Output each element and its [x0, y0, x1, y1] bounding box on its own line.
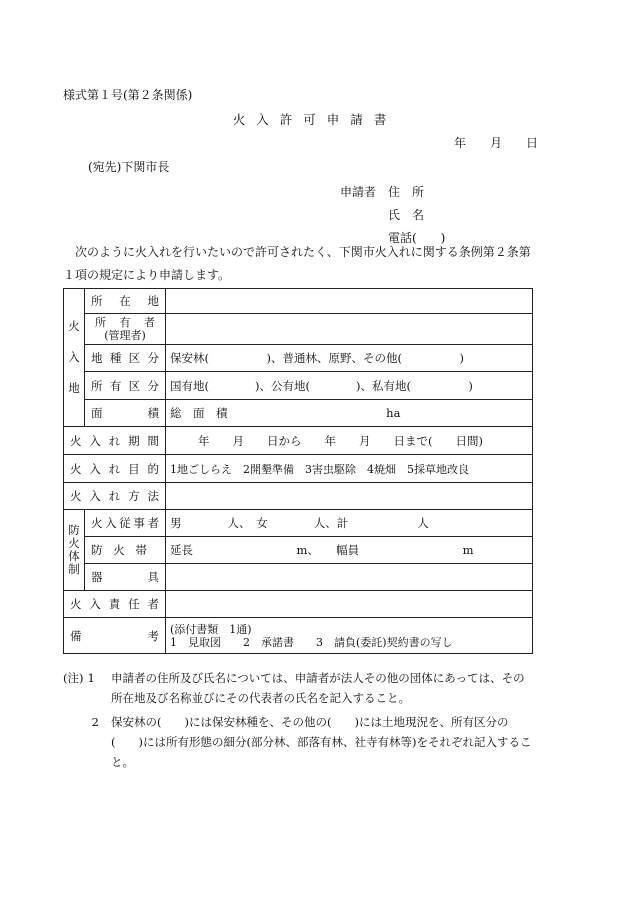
- area-label: 面積: [85, 400, 166, 427]
- remarks-field: (添付書類 1通) 1 見取図 2 承諾書 3 請負(委託)契約書の写し: [166, 618, 533, 654]
- area-field[interactable]: 総 面 積 ha: [166, 400, 533, 427]
- category-label: 地種区分: [85, 345, 166, 372]
- note-1-text: 申請者の住所及び氏名については、申請者が法人その他の団体にあっては、その所在地及び名称並びにその代表者の氏名を記入すること。: [111, 671, 525, 705]
- responsible-label: 火入責任者: [64, 591, 166, 618]
- applicant-label: 申請者: [340, 185, 377, 199]
- note-mark: (注) 1: [63, 671, 95, 685]
- fire-group-label: 防 火 体 制: [64, 510, 85, 591]
- firebreak-label: 防火帯: [85, 537, 166, 564]
- ownership-label: 所有区分: [85, 372, 166, 400]
- intro-text: 次のように火入れを行いたいので許可されたく、下関市火入れに関する条例第２条第１項の規定により申請します。: [63, 245, 531, 282]
- method-field[interactable]: [166, 483, 533, 510]
- note-2-num: 2: [91, 715, 99, 729]
- date-line: 年 月 日: [453, 136, 538, 150]
- remarks-label: 備考: [64, 618, 166, 654]
- note-2-text: 保安林の( )には保安林種を、その他の( )には土地現況を、所有区分の( )には所有形態の細分(部分林、部落有林、社寺有林等)をそれぞれ記入すること。: [111, 715, 532, 769]
- applicant-address-label: 住 所: [388, 185, 425, 199]
- period-field[interactable]: 年 月 日から 年 月 日まで( 日間): [166, 427, 533, 455]
- applicant-name-label: 氏 名: [388, 208, 425, 222]
- method-label: 火入れ方法: [64, 483, 166, 510]
- purpose-label: 火入れ目的: [64, 455, 166, 483]
- applicant-phone-label: 電話( ): [388, 231, 446, 245]
- document-title: 火入許可申請書: [232, 112, 398, 127]
- ownership-field[interactable]: 国有地( )、公有地( )、私有地( ): [166, 372, 533, 400]
- period-label: 火入れ期間: [64, 427, 166, 455]
- owner-label: 所有者 (管理者): [85, 314, 166, 345]
- addressee: (宛先)下関市長: [88, 160, 170, 174]
- notes: [63, 668, 533, 776]
- owner-field[interactable]: [166, 314, 533, 345]
- application-table: [63, 288, 533, 654]
- applicant-block: [340, 181, 445, 250]
- responsible-field[interactable]: [166, 591, 533, 618]
- area-unit: ha: [386, 406, 401, 420]
- note-1: [63, 668, 533, 708]
- category-field[interactable]: 保安林( )、普通林、原野、その他( ): [166, 345, 533, 372]
- workers-label: 火入従事者: [85, 510, 166, 537]
- form-number: 様式第１号(第２条関係): [63, 88, 193, 102]
- equipment-label: 器具: [85, 564, 166, 591]
- firebreak-field[interactable]: 延長 m、 幅員 m: [166, 537, 533, 564]
- purpose-field[interactable]: 1地ごしらえ 2開墾準備 3害虫駆除 4焼畑 5採草地改良: [166, 455, 533, 483]
- workers-field[interactable]: 男 人、 女 人、計 人: [166, 510, 533, 537]
- note-2: [63, 712, 533, 772]
- land-group-label: 火 入 地: [64, 289, 85, 427]
- equipment-field[interactable]: [166, 564, 533, 591]
- location-field[interactable]: [166, 289, 533, 314]
- location-label: 所在地: [85, 289, 166, 314]
